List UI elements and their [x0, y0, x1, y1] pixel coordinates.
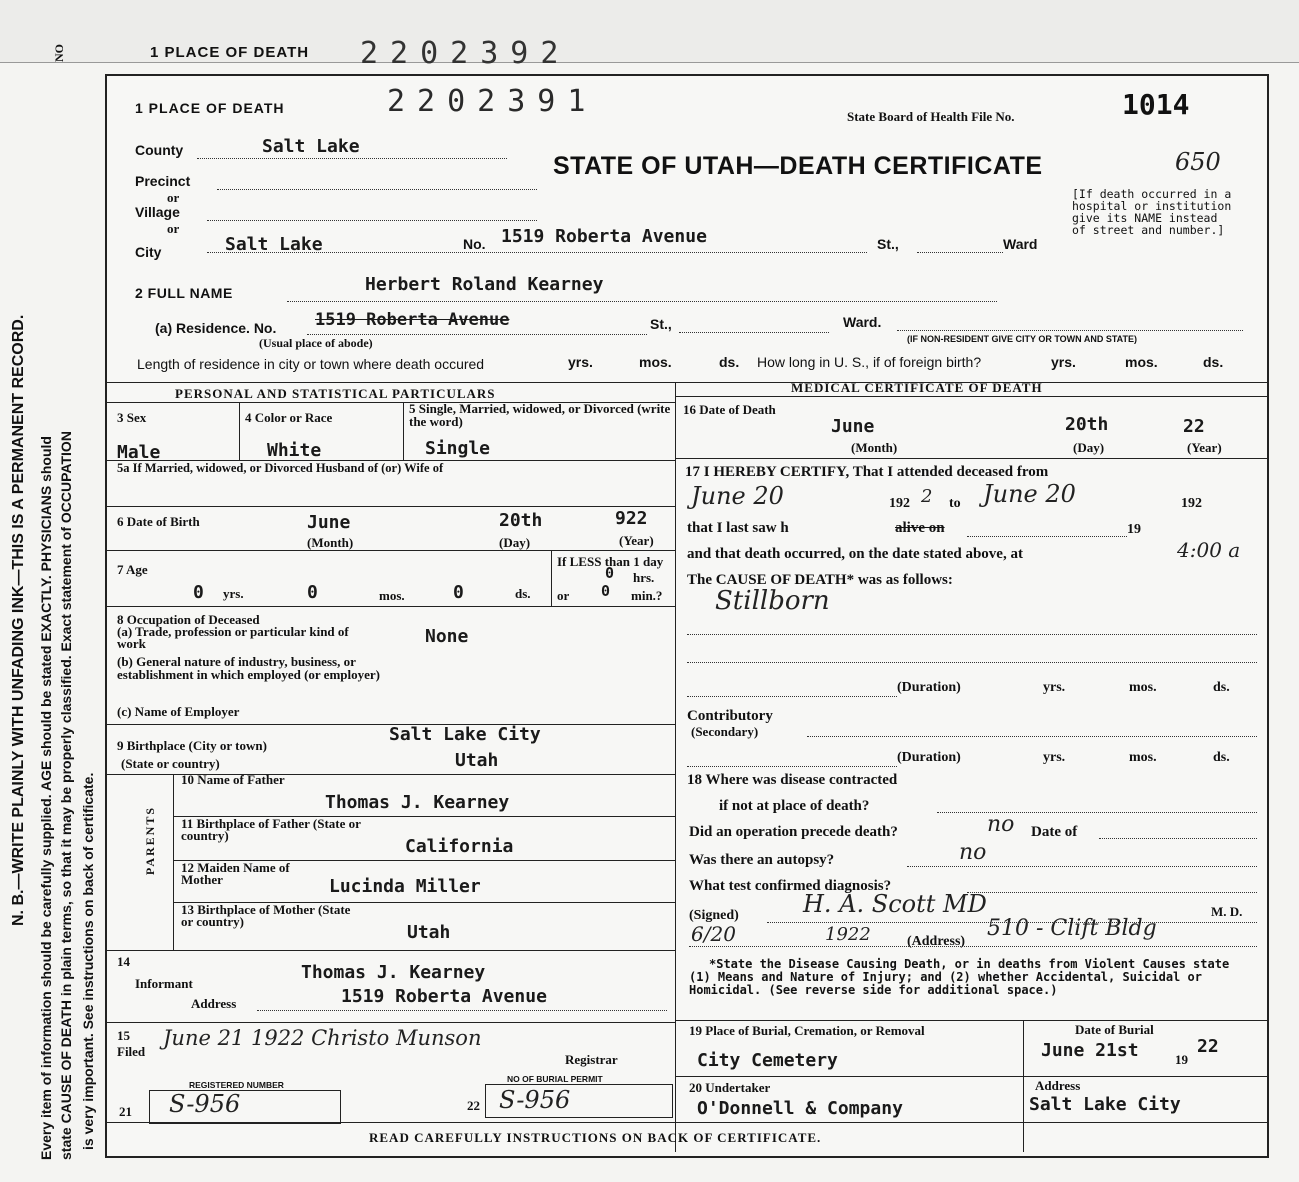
registrar-label: Registrar: [565, 1052, 618, 1067]
certify-text: 17 I HEREBY CERTIFY, That I attended deceased from: [685, 464, 1049, 480]
informant-address-label: Address: [191, 996, 237, 1011]
dob-day: 20th: [499, 510, 543, 531]
age-yrs-label: yrs.: [223, 586, 244, 601]
filed-signature: June 21 1922 Christo Munson: [163, 1026, 482, 1050]
certificate-title: STATE OF UTAH—DEATH CERTIFICATE: [553, 152, 1043, 180]
age-mos-label: mos.: [379, 588, 405, 603]
foreign-birth-label: How long in U. S., if of foreign birth?: [757, 354, 982, 370]
employer-label: (c) Name of Employer: [117, 704, 240, 719]
us-yrs-label: yrs.: [1051, 354, 1076, 370]
min-label: min.?: [631, 588, 663, 603]
occupation-a-label: (a) Trade, profession or particular kind of work: [117, 624, 349, 651]
filed-label: Filed: [117, 1044, 146, 1059]
city-value: Salt Lake: [225, 234, 323, 255]
residence-ward-label: Ward.: [843, 314, 882, 330]
burial-year: 22: [1197, 1036, 1219, 1057]
less-than-day-label: If LESS than 1 day: [557, 554, 664, 569]
burial-permit-prefix: 22: [467, 1098, 480, 1113]
hrs-value: 0: [605, 564, 615, 582]
parents-label: PARENTS: [143, 806, 157, 876]
dod-label: 16 Date of Death: [683, 402, 776, 417]
hrs-label: hrs.: [633, 570, 655, 585]
duration-1-yrs: yrs.: [1043, 680, 1066, 695]
physician-signature: H. A. Scott MD: [803, 890, 987, 918]
place-of-death-label: 1 PLACE OF DEATH: [135, 100, 285, 116]
secondary-label: (Secondary): [691, 724, 759, 739]
file-no-label: State Board of Health File No.: [847, 109, 1015, 124]
hrs-or: or: [557, 588, 570, 603]
side-instructions: [2, 80, 102, 1160]
autopsy-label: Was there an autopsy?: [689, 852, 835, 868]
operation-date-label: Date of: [1031, 824, 1078, 840]
burial-place: City Cemetery: [697, 1050, 838, 1071]
duration-1-ds: ds.: [1213, 680, 1230, 695]
side-note-2: Every item of information should be carefully supplied. AGE should be stated EXACTLY. PHYSICIANS should: [38, 436, 54, 1160]
physician-address: 510 - Clift Bldg: [987, 916, 1157, 941]
underlying-certificate-strip: [0, 0, 1299, 71]
cause-label: The CAUSE OF DEATH* was as follows:: [687, 572, 953, 588]
to-label: to: [949, 496, 961, 511]
medical-header: MEDICAL CERTIFICATE OF DEATH: [791, 380, 1043, 395]
attended-from: June 20: [691, 482, 784, 510]
or-1: or: [167, 190, 180, 205]
side-note-3: state CAUSE OF DEATH in plain terms, so that it may be properly classified. Exact statement of OCCUPATION: [58, 431, 74, 1160]
registered-number-label: REGISTERED NUMBER: [189, 1080, 284, 1090]
occupation-value: None: [425, 626, 469, 647]
last-saw-alive-text: alive on: [895, 520, 945, 536]
birthplace-label: 9 Birthplace (City or town): [117, 738, 267, 753]
dod-month: June: [831, 416, 875, 437]
cause-of-death: Stillborn: [715, 586, 830, 616]
st-label: St.,: [877, 236, 899, 252]
village-label: Village: [135, 204, 180, 220]
contributory-label: Contributory: [687, 708, 773, 724]
marital-value: Single: [425, 438, 491, 459]
burial-date-label: Date of Burial: [1075, 1022, 1154, 1037]
res-yrs-label: yrs.: [568, 354, 593, 370]
dob-year-caption: (Year): [619, 533, 654, 548]
title-annotation: 650: [1175, 148, 1221, 176]
operation-label: Did an operation precede death?: [689, 824, 898, 840]
physician-address-label: (Address): [907, 934, 966, 949]
personal-header: PERSONAL AND STATISTICAL PARTICULARS: [175, 386, 496, 401]
side-note-4: is very important. See instructions on back of certificate.: [80, 772, 96, 1150]
q18-if-not: if not at place of death?: [719, 798, 870, 814]
burial-permit-number: S-956: [499, 1086, 571, 1114]
age-years: 0: [193, 582, 204, 603]
undertaker-name: O'Donnell & Company: [697, 1098, 903, 1119]
residence-label: (a) Residence. No.: [155, 320, 277, 336]
signature-year: 1922: [825, 924, 871, 945]
race-label: 4 Color or Race: [245, 410, 333, 425]
father-name: Thomas J. Kearney: [325, 792, 510, 813]
footer-instructions: READ CAREFULLY INSTRUCTIONS ON BACK OF CERTIFICATE.: [369, 1130, 822, 1145]
test-label: What test confirmed diagnosis?: [689, 878, 892, 894]
father-label: 10 Name of Father: [181, 772, 285, 787]
age-label: 7 Age: [117, 562, 148, 577]
duration-2: (Duration): [897, 750, 961, 765]
length-of-residence-label: Length of residence in city or town where death occured: [137, 356, 485, 372]
signature-date: 6/20: [691, 922, 736, 946]
marital-label: 5 Single, Married, widowed, or Divorced (write the word): [409, 401, 671, 429]
dob-year: 922: [615, 508, 648, 529]
dob-month-caption: (Month): [307, 535, 354, 550]
md-label: M. D.: [1211, 904, 1243, 919]
mother-birthplace-label: 13 Birthplace of Mother (State or country): [181, 902, 351, 929]
burial-place-label: 19 Place of Burial, Cremation, or Removal: [689, 1023, 925, 1038]
autopsy-answer: no: [959, 840, 987, 865]
county-value: Salt Lake: [262, 136, 360, 157]
side-note-1: N. B.—WRITE PLAINLY WITH UNFADING INK—THIS IS A PERMANENT RECORD.: [10, 314, 27, 926]
registered-prefix: 21: [119, 1104, 132, 1119]
dob-label: 6 Date of Birth: [117, 514, 200, 529]
duration-2-ds: ds.: [1213, 750, 1230, 765]
strip-place-label: 1 PLACE OF DEATH: [150, 44, 310, 61]
father-birthplace: California: [405, 836, 514, 857]
dod-day-caption: (Day): [1073, 440, 1105, 455]
dod-year-caption: (Year): [1187, 440, 1222, 455]
certificate-number: 2202391: [387, 84, 598, 119]
dod-day: 20th: [1065, 414, 1109, 435]
birthplace-state: Utah: [455, 750, 499, 771]
informant-name: Thomas J. Kearney: [301, 962, 486, 983]
city-label: City: [135, 244, 162, 260]
from-year-suffix: 2: [921, 486, 933, 507]
sex-label: 3 Sex: [117, 410, 147, 425]
duration-1: (Duration): [897, 680, 961, 695]
last-saw-year: 19: [1127, 522, 1141, 537]
burial-century: 19: [1175, 1052, 1188, 1067]
dob-month: June: [307, 512, 351, 533]
precinct-label: Precinct: [135, 173, 191, 189]
min-value: 0: [601, 582, 611, 600]
abode-note: (Usual place of abode): [259, 336, 373, 350]
duration-2-yrs: yrs.: [1043, 750, 1066, 765]
q18-where: 18 Where was disease contracted: [687, 772, 898, 788]
informant-address: 1519 Roberta Avenue: [341, 986, 547, 1007]
dod-year: 22: [1183, 416, 1205, 437]
undertaker-address: Salt Lake City: [1029, 1094, 1181, 1115]
file-number: 1014: [1122, 88, 1190, 121]
burial-permit-label: NO OF BURIAL PERMIT: [507, 1074, 603, 1084]
death-certificate-form: [105, 74, 1269, 1158]
undertaker-address-label: Address: [1035, 1078, 1081, 1093]
informant-num: 14: [117, 954, 130, 969]
county-label: County: [135, 142, 184, 158]
us-mos-label: mos.: [1125, 354, 1158, 370]
us-ds-label: ds.: [1203, 354, 1224, 370]
undertaker-label: 20 Undertaker: [689, 1080, 771, 1095]
dod-month-caption: (Month): [851, 440, 898, 455]
sex-value: Male: [117, 442, 161, 463]
duration-1-mos: mos.: [1129, 680, 1157, 695]
filed-num: 15: [117, 1028, 130, 1043]
strip-side-label: NO: [52, 44, 66, 62]
last-saw-text: that I last saw h: [687, 520, 789, 536]
full-name-value: Herbert Roland Kearney: [365, 274, 604, 295]
or-2: or: [167, 221, 180, 236]
street-value: 1519 Roberta Avenue: [501, 226, 707, 247]
informant-label: Informant: [135, 976, 193, 991]
mother-birthplace: Utah: [407, 922, 451, 943]
birthplace-state-label: (State or country): [121, 756, 220, 771]
spouse-label: 5a If Married, widowed, or Divorced Husband of (or) Wife of: [117, 461, 444, 475]
attended-to: June 20: [983, 480, 1076, 508]
to-year-prefix: 192: [1181, 496, 1202, 511]
age-days: 0: [453, 582, 464, 603]
burial-date: June 21st: [1041, 1040, 1139, 1061]
ward-label: Ward: [1003, 236, 1038, 252]
occupation-b-label: (b) General nature of industry, business, or establishment in which employed (or employer): [117, 654, 380, 682]
residence-st-label: St.,: [650, 316, 672, 332]
age-months: 0: [307, 582, 318, 603]
age-ds-label: ds.: [515, 586, 531, 601]
res-mos-label: mos.: [639, 354, 672, 370]
hospital-note: [If death occurred in a hospital or institution give its NAME instead of street and number.]: [1072, 187, 1232, 237]
death-occurred-text: and that death occurred, on the date stated above, at: [687, 546, 1023, 562]
signed-label: (Signed): [689, 908, 739, 923]
death-time: 4:00 a: [1177, 538, 1241, 562]
residence-value: 1519 Roberta Avenue: [315, 310, 510, 330]
dob-day-caption: (Day): [499, 535, 531, 550]
race-value: White: [267, 440, 322, 461]
duration-2-mos: mos.: [1129, 750, 1157, 765]
strip-number: 2202392: [360, 36, 571, 71]
operation-answer: no: [987, 812, 1015, 837]
cause-footnote: *State the Disease Causing Death, or in deaths from Violent Causes state (1) Means and Nature of Injury; and (2) whether Accidental, Suicidal or Homicidal. (See reverse side for additional space.): [689, 957, 1230, 997]
father-birthplace-label: 11 Birthplace of Father (State or country): [181, 816, 361, 843]
occupation-label: 8 Occupation of Deceased: [117, 612, 260, 627]
mother-name: Lucinda Miller: [329, 876, 481, 897]
birthplace-city: Salt Lake City: [389, 724, 541, 745]
registered-number: S-956: [169, 1090, 241, 1118]
from-year-prefix: 192: [889, 496, 910, 511]
full-name-label: 2 FULL NAME: [135, 285, 233, 301]
nonresident-note: (IF NON-RESIDENT GIVE CITY OR TOWN AND STATE): [907, 334, 1138, 344]
mother-label: 12 Maiden Name of Mother: [181, 860, 290, 887]
res-ds-label: ds.: [719, 354, 740, 370]
street-no-label: No.: [463, 236, 486, 252]
